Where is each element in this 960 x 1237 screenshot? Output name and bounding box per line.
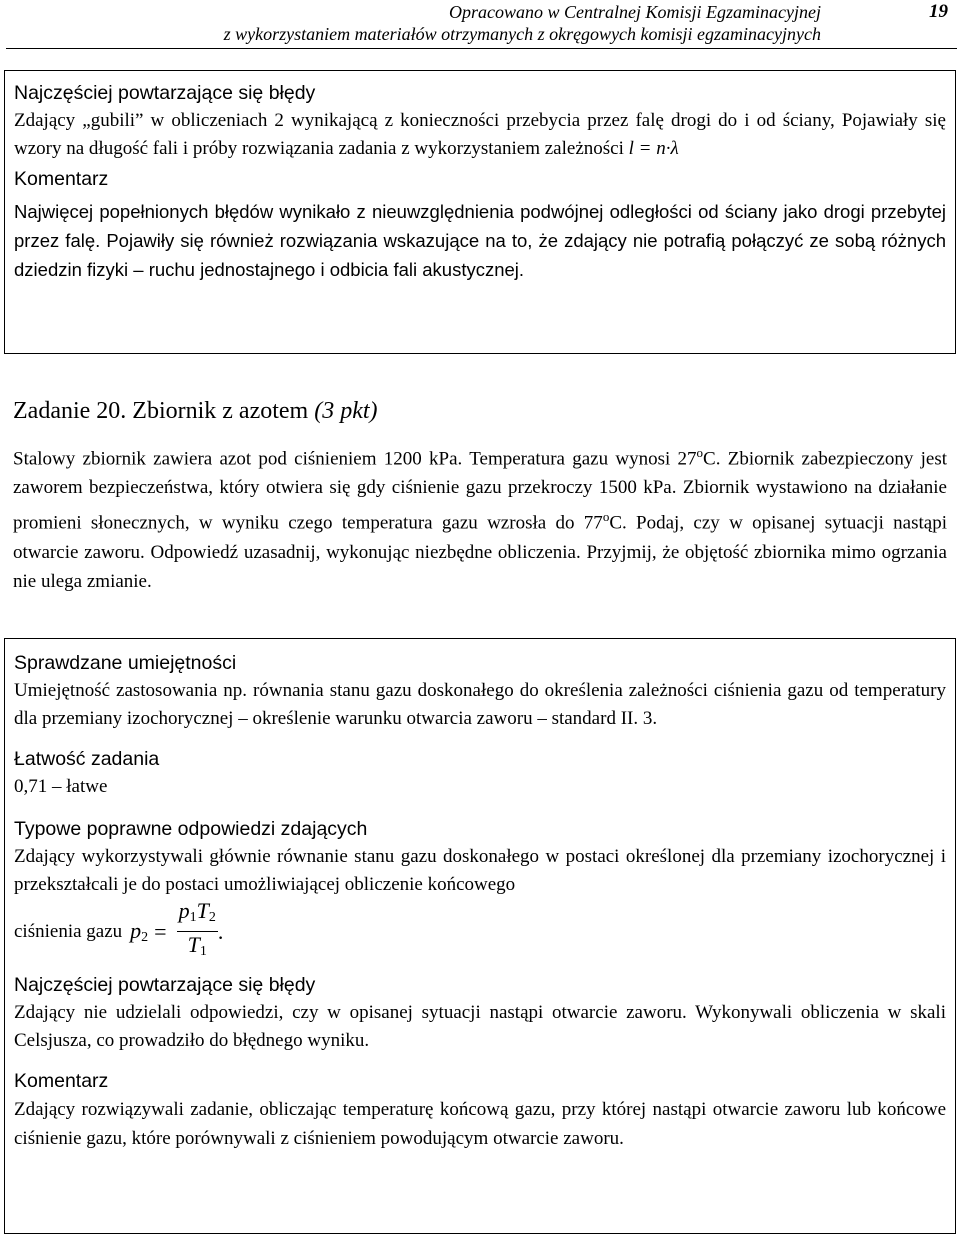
formula-lhs-var: p <box>130 917 142 943</box>
header-line-2: z wykorzystaniem materiałów otrzymanych z okręgowych komisji egzaminacyjnych <box>223 24 821 44</box>
page-header <box>0 0 960 48</box>
task-text-part-3: C. Podaj, czy w opisanej sytuacji nastąpi otwarcie zaworu. Odpowiedź uzasadnij, wykonując niezbędne obliczenia. Przyjmij, że objętość zbiornika mimo ogrzania nie ulega zmianie. <box>13 512 947 592</box>
header-line-1: Opracowano w Centralnej Komisji Egzaminacyjnej <box>449 2 821 22</box>
errors-text-body: Zdający „gubili” w obliczeniach 2 wynikającą z konieczności przebycia przez falę drogi do i od ściany, Pojawiały się wzory na długość fali i próby rozwiązania zadania z wykorzystaniem zależności <box>14 110 946 159</box>
comment-heading: Komentarz <box>14 168 109 190</box>
formula-period: . <box>217 918 224 944</box>
num-p: p <box>178 898 190 923</box>
answers-text: Zdający wykorzystywali głównie równanie stanu gazu doskonałego w postaci określonej dla przemiany izochorycznej i przekształcali je do postaci umożliwiającej obliczenie końcowego <box>14 845 946 895</box>
task-title <box>13 396 378 426</box>
formula-lead-text: ciśnienia gazu <box>14 920 123 942</box>
ease-text: 0,71 – łatwe <box>14 776 108 797</box>
num-t: T <box>196 898 209 923</box>
comment-text-2: Zdający rozwiązywali zadanie, obliczając temperaturę końcową gazu, przy której nastąpi otwarcie zaworu lub końcowe ciśnienie gazu, które porównywali z ciśnieniem powodującym otwarcie zaworu. <box>14 1098 946 1149</box>
formula-denominator <box>188 932 207 964</box>
pressure-formula-line <box>14 899 946 965</box>
skills-heading: Sprawdzane umiejętności <box>14 652 237 674</box>
comment-text: Najwięcej popełnionych błędów wynikało z nieuwzględnienia podwójnej odległości od ściany jako drogi przebytej przez falę. Pojawiły się również rozwiązania wskazujące na to, że zdający nie potrafią połączyć ze sobą różnych dziedzin fizyki – ruchu jednostajnego i odbicia fali akustycznej. <box>14 201 946 280</box>
comment-heading-2: Komentarz <box>14 1069 109 1092</box>
num-p-sub: 1 <box>189 910 197 925</box>
task-points: (3 pkt) <box>314 398 378 424</box>
errors-heading-2: Najczęściej powtarzające się błędy <box>14 973 316 996</box>
answers-heading: Typowe poprawne odpowiedzi zdających <box>14 817 368 840</box>
task-analysis-box <box>4 638 956 1234</box>
errors-text-2: Zdający nie udzielali odpowiedzi, czy w opisanej sytuacji nastąpi otwarcie zaworu. Wykonywali obliczenia w skali Celsjusza, co prowadziło do błędnego wyniku. <box>14 1001 946 1051</box>
errors-heading: Najczęściej powtarzające się błędy <box>14 82 316 104</box>
formula-numerator <box>177 899 218 932</box>
task-title-text: Zadanie 20. Zbiornik z azotem <box>13 398 315 424</box>
wavelength-formula: l = n·λ <box>628 137 679 159</box>
task-text-part-1: Stalowy zbiornik zawiera azot pod ciśnieniem 1200 kPa. Temperatura gazu wynosi 27 <box>13 448 697 470</box>
header-divider <box>6 48 957 49</box>
skills-text: Umiejętność zastosowania np. równania stanu gazu doskonałego do określenia zależności ciśnienia gazu od temperatury dla przemiany izochorycznej – określenie warunku otwarcia zaworu – standard II. 3. <box>14 680 946 729</box>
formula-equals: = <box>154 918 167 944</box>
errors-text <box>14 107 946 162</box>
previous-task-analysis-box <box>4 70 956 354</box>
formula-fraction <box>177 899 218 964</box>
task-body <box>13 438 947 596</box>
num-t-sub: 2 <box>208 910 216 925</box>
page-number: 19 <box>929 1 948 22</box>
den-t: T <box>187 932 200 957</box>
task-text-part-2: C. Zbiornik zabezpieczony jest zaworem bezpieczeństwa, który otwiera się gdy ciśnienie gazu przekroczy 1500 kPa. Zbiornik wystawiono na działanie promieni słonecznych, w wyniku czego temperatura gazu wzrosła do 77 <box>13 448 947 534</box>
degree-sup-2: o <box>602 509 610 525</box>
formula-lhs <box>130 918 148 946</box>
formula-lhs-sub: 2 <box>141 929 149 945</box>
den-t-sub: 1 <box>199 944 207 959</box>
task-text <box>13 438 947 596</box>
ease-heading: Łatwość zadania <box>14 748 160 770</box>
degree-sup-1: o <box>696 445 704 460</box>
